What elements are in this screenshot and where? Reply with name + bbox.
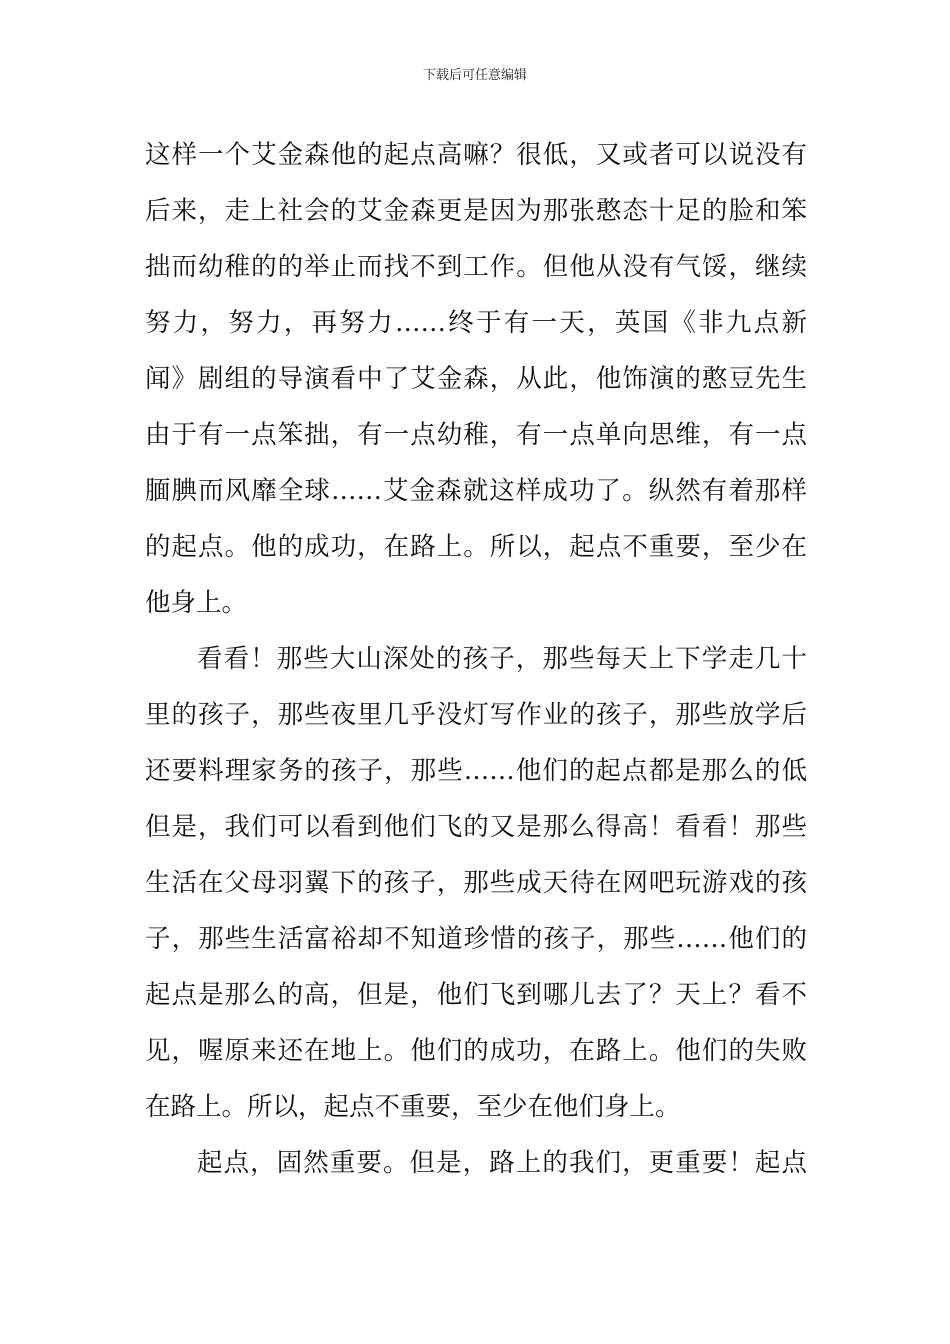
text-line: 起点，固然重要。但是，路上的我们，更重要！起点 — [197, 1148, 807, 1178]
text-line: 由于有一点笨拙，有一点幼稚，有一点单向思维，有一点 — [145, 420, 807, 450]
text-line: 见，喔原来还在地上。他们的成功，在路上。他们的失败 — [145, 1036, 807, 1066]
text-line: 后来，走上社会的艾金森更是因为那张憨态十足的脸和笨 — [145, 196, 807, 226]
text-line: 的起点。他的成功，在路上。所以，起点不重要，至少在 — [145, 532, 807, 562]
text-line: 但是，我们可以看到他们飞的又是那么得高！看看！那些 — [145, 812, 807, 842]
text-line: 在路上。所以，起点不重要，至少在他们身上。 — [145, 1092, 681, 1122]
text-line: 起点是那么的高，但是，他们飞到哪儿去了？天上？看不 — [145, 980, 807, 1010]
text-line: 努力，努力，再努力……终于有一天，英国《非九点新 — [145, 308, 807, 338]
text-line: 闻》剧组的导演看中了艾金森，从此，他饰演的憨豆先生 — [145, 364, 807, 394]
text-line: 这样一个艾金森他的起点高嘛？很低，又或者可以说没有 — [145, 140, 807, 170]
text-line: 还要料理家务的孩子，那些……他们的起点都是那么的低 — [145, 756, 807, 786]
text-line: 拙而幼稚的的举止而找不到工作。但他从没有气馁，继续 — [145, 252, 807, 282]
text-line: 生活在父母羽翼下的孩子，那些成天待在网吧玩游戏的孩 — [145, 868, 807, 898]
page-header-note: 下载后可任意编辑 — [422, 68, 527, 83]
text-line: 他身上。 — [145, 588, 248, 618]
text-line: 看看！那些大山深处的孩子，那些每天上下学走几十 — [197, 644, 807, 674]
text-line: 子，那些生活富裕却不知道珍惜的孩子，那些……他们的 — [145, 924, 807, 954]
document-body — [145, 127, 807, 1191]
text-line: 腼腆而风靡全球……艾金森就这样成功了。纵然有着那样 — [145, 476, 807, 506]
text-line: 里的孩子，那些夜里几乎没灯写作业的孩子，那些放学后 — [145, 700, 807, 730]
